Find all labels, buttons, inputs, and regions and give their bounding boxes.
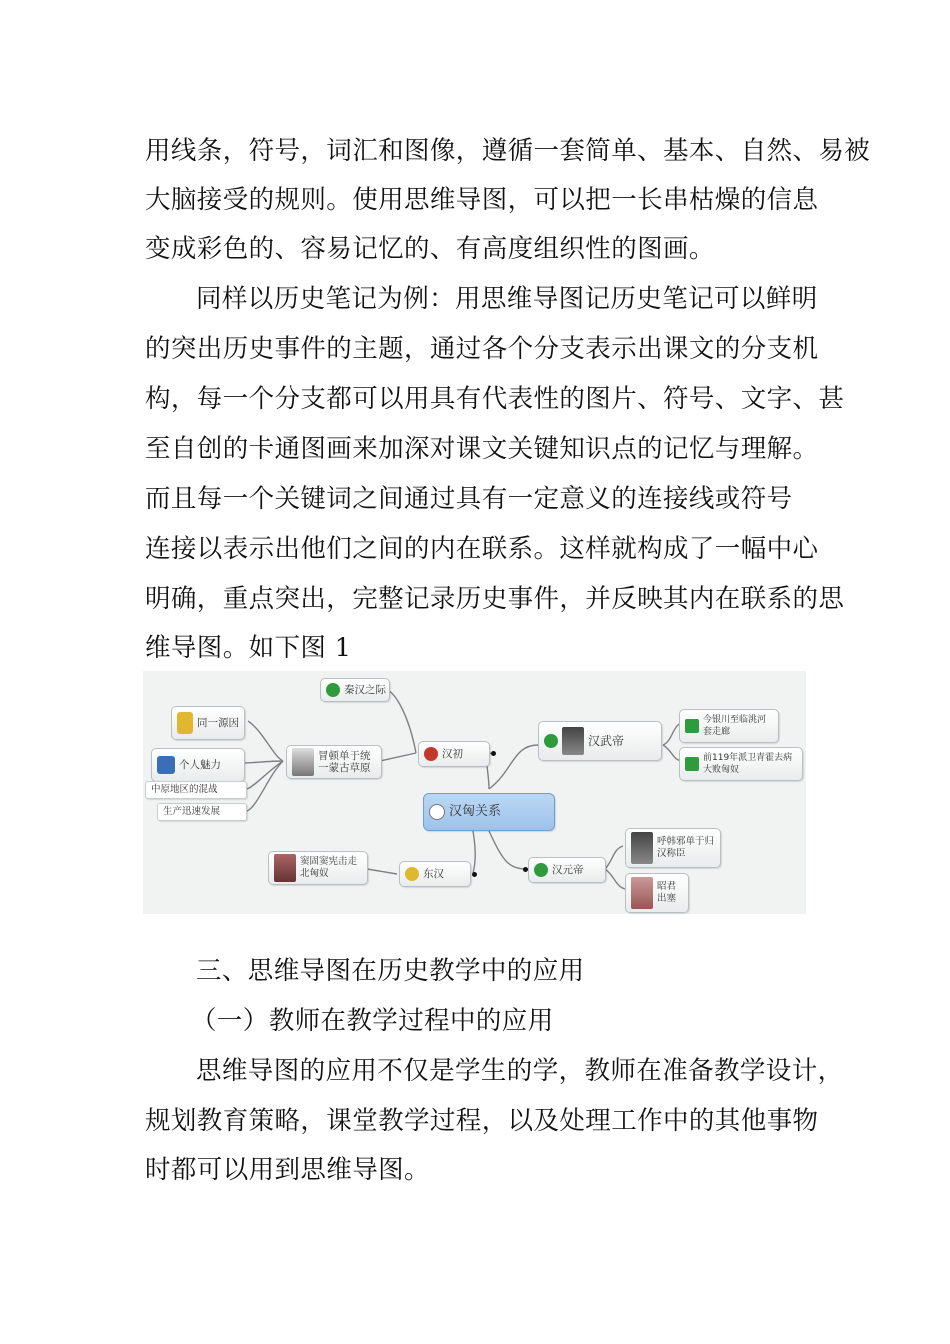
text-line: 的突出历史事件的主题，通过各个分支表示出课文的分支机 <box>145 334 819 364</box>
mindmap-node-dh-a: 窦固窦宪击走北匈奴 <box>268 851 368 885</box>
text-line: 而且每一个关键词之间通过具有一定意义的连接线或符号 <box>145 484 793 514</box>
mindmap-node-wudi-a: 今银川至临洮河套走廊 <box>679 709 779 743</box>
connector-line <box>367 869 397 874</box>
connector-line <box>489 831 528 869</box>
bulb-icon <box>177 712 193 734</box>
connector-line <box>388 691 416 753</box>
mindmap-node-yd-a: 呼韩邪单于归汉称臣 <box>625 828 721 868</box>
text-line: 连接以表示出他们之间的内在联系。这样就构成了一幅中心 <box>145 534 819 564</box>
number-badge-icon <box>326 683 340 697</box>
mindmap-figure <box>143 671 806 914</box>
text-line: 明确，重点突出，完整记录历史事件，并反映其内在联系的思 <box>145 584 845 614</box>
connector-line <box>605 846 623 869</box>
mindmap-node-wudi: 汉武帝 <box>538 721 662 761</box>
connector-line <box>243 761 283 763</box>
mindmap-center-node: 汉匈关系 <box>423 793 555 831</box>
subsection-heading: （一）教师在教学过程中的应用 <box>191 1006 554 1036</box>
connector-line <box>380 753 416 761</box>
mindmap-node-hanchu: 汉初 <box>418 741 490 767</box>
text-line: 时都可以用到思维导图。 <box>145 1155 430 1185</box>
text-line: 同样以历史笔记为例：用思维导图记历史笔记可以鲜明 <box>196 284 818 314</box>
figure-portrait-icon <box>631 832 653 864</box>
text-line: 变成彩色的、容易记忆的、有高度组织性的图画。 <box>145 234 715 264</box>
text-line: 用线条，符号，词汇和图像，遵循一套简单、基本、自然、易被 <box>145 136 871 166</box>
figure-portrait-icon <box>274 854 296 882</box>
connector-line <box>489 745 538 789</box>
text-line: 构，每一个分支都可以用具有代表性的图片、符号、文字、甚 <box>145 384 845 414</box>
mindmap-node-haozhi: 冒顿单于统一蒙古草原 <box>286 745 382 779</box>
number-badge-icon <box>544 734 558 748</box>
mindmap-node-wudi-b: 前119年派卫青霍去病大败匈奴 <box>679 747 803 781</box>
flag-icon <box>685 757 699 771</box>
mindmap-node-yuandi: 汉元帝 <box>528 857 606 883</box>
mindmap-node-donghan: 东汉 <box>399 861 471 887</box>
number-badge-icon <box>405 867 419 881</box>
connector-line <box>247 761 283 789</box>
flag-icon <box>685 719 699 733</box>
connector-line <box>473 831 475 874</box>
text-line: 维导图。如下图 1 <box>145 633 352 663</box>
thumbs-up-icon <box>157 756 175 774</box>
handshake-icon <box>429 804 445 820</box>
branch-dot <box>523 867 528 872</box>
mindmap-node-geren: 个人魅力 <box>151 748 245 782</box>
text-line: 大脑接受的规则。使用思维导图，可以把一长串枯燥的信息 <box>145 185 819 215</box>
text-line: 至自创的卡通图画来加深对课文关键知识点的记忆与理解。 <box>145 434 819 464</box>
number-badge-icon <box>424 747 438 761</box>
mindmap-node-zhongyuan: 中原地区的混战 <box>145 781 247 799</box>
figure-portrait-icon <box>631 877 653 909</box>
number-badge-icon <box>534 863 548 877</box>
mindmap-node-shengchan: 生产迅速发展 <box>157 803 247 821</box>
mindmap-node-qin-han: 秦汉之际 <box>320 678 390 702</box>
text-line: 思维导图的应用不仅是学生的学，教师在准备教学设计， <box>196 1056 844 1086</box>
branch-dot <box>472 872 477 877</box>
figure-portrait-icon <box>562 727 584 755</box>
text-line: 规划教育策略，课堂教学过程，以及处理工作中的其他事物 <box>145 1106 819 1136</box>
section-heading: 三、思维导图在历史教学中的应用 <box>196 956 585 986</box>
figure-portrait-icon <box>292 748 314 776</box>
mindmap-node-tong-yuan: 同一源因 <box>171 706 245 740</box>
branch-dot <box>491 751 496 756</box>
connector-line <box>605 869 625 889</box>
mindmap-node-yd-b: 昭君出塞 <box>625 873 689 913</box>
connector-line <box>248 721 283 761</box>
